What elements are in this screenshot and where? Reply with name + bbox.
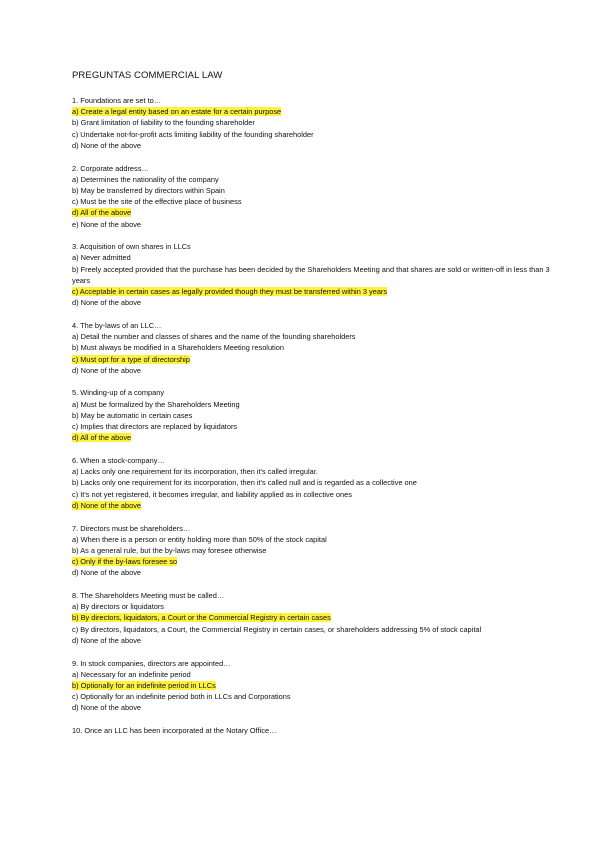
question-block (72, 590, 560, 646)
answer-option-text: a) By directors or liquidators (72, 602, 165, 612)
answer-option (72, 567, 560, 578)
answer-option-highlighted (72, 286, 560, 297)
answer-option-highlighted (72, 432, 560, 443)
answer-option-text: c) Implies that directors are replaced by liquidators (72, 422, 238, 432)
answer-option (72, 545, 560, 556)
answer-option (72, 702, 560, 713)
answer-option-text: d) None of the above (72, 635, 142, 645)
answer-option-text: b) Optionally for an indefinite period in LLCs (72, 680, 216, 690)
answer-option (72, 174, 560, 185)
answer-option-text: b) As a general rule, but the by-laws may foresee otherwise (72, 545, 267, 555)
answer-option-text: b) Grant limitation of liability to the founding shareholder (72, 118, 255, 128)
question-text: 4. The by-laws of an LLC… (72, 320, 162, 330)
question-block (72, 95, 560, 151)
answer-option-text: c) By directors, liquidators, a Court, the Commercial Registry in certain cases, or shareholders addressing 5% of stock capital (72, 624, 482, 634)
answer-option-highlighted (72, 680, 560, 691)
question-block (72, 725, 560, 736)
answer-option-text: c) Optionally for an indefinite period both in LLCs and Corporations (72, 692, 291, 702)
answer-option (72, 365, 560, 376)
question-text: 8. The Shareholders Meeting must be called… (72, 591, 225, 601)
answer-option (72, 489, 560, 500)
answer-option (72, 264, 560, 286)
answer-option-text: a) Determines the nationality of the company (72, 174, 219, 184)
question-text: 6. When a stock-company… (72, 455, 165, 465)
answer-option (72, 342, 560, 353)
answer-option (72, 196, 560, 207)
answer-option-text: d) None of the above (72, 298, 142, 308)
answer-option (72, 624, 560, 635)
answer-option-text: b) By directors, liquidators, a Court or the Commercial Registry in certain cases (72, 613, 331, 623)
answer-option-text: d) All of the above (72, 433, 132, 443)
answer-option-text: a) When there is a person or entity holding more than 50% of the stock capital (72, 534, 327, 544)
answer-option-text: a) Detail the number and classes of shares and the name of the founding shareholders (72, 332, 356, 342)
document-title: PREGUNTAS COMMERCIAL LAW (72, 70, 223, 81)
answer-option-text: d) All of the above (72, 208, 132, 218)
question-text: 2. Corporate address… (72, 163, 149, 173)
answer-option-text: a) Create a legal entity based on an estate for a certain purpose (72, 107, 282, 117)
question-text: 1. Foundations are set to… (72, 96, 162, 105)
answer-option-text: a) Must be formalized by the Shareholders Meeting (72, 399, 240, 409)
question-text: 9. In stock companies, directors are appointed… (72, 658, 231, 668)
answer-option (72, 466, 560, 477)
answer-option-text: b) Lacks only one requirement for its incorporation, then it's called null and is regarded as a collective one (72, 478, 417, 488)
answer-option (72, 252, 560, 263)
answer-option-text: a) Necessary for an indefinite period (72, 669, 191, 679)
answer-option (72, 140, 560, 151)
question-block (72, 455, 560, 511)
answer-option-highlighted (72, 354, 560, 365)
answer-option-text: a) Never admitted (72, 253, 131, 263)
answer-option-text: c) Undertake not-for-profit acts limiting liability of the founding shareholder (72, 129, 314, 139)
answer-option-highlighted (72, 612, 560, 623)
answer-option (72, 297, 560, 308)
answer-option (72, 117, 560, 128)
answer-option-text: b) May be transferred by directors within Spain (72, 185, 225, 195)
answer-option-text: c) Only if the by-laws foresee so (72, 557, 178, 567)
answer-option-text: d) None of the above (72, 140, 142, 150)
question-text: 10. Once an LLC has been incorporated at the Notary Office… (72, 726, 277, 736)
answer-option-text: b) Freely accepted provided that the purchase has been decided by the Shareholders Meeting and that shares are sold or written-off in less than 3 years (72, 264, 550, 285)
answer-option-text: e) None of the above (72, 219, 142, 229)
answer-option (72, 534, 560, 545)
answer-option-text: c) Must be the site of the effective place of business (72, 197, 242, 207)
question-block (72, 163, 560, 230)
answer-option-highlighted (72, 106, 560, 117)
answer-option (72, 129, 560, 140)
question-list (72, 95, 560, 736)
answer-option (72, 219, 560, 230)
answer-option-text: d) None of the above (72, 703, 142, 713)
answer-option-text: d) None of the above (72, 500, 142, 510)
answer-option (72, 331, 560, 342)
question-block (72, 523, 560, 579)
answer-option-text: a) Lacks only one requirement for its incorporation, then it's called irregular. (72, 467, 318, 477)
answer-option (72, 669, 560, 680)
answer-option (72, 410, 560, 421)
answer-option (72, 421, 560, 432)
answer-option (72, 185, 560, 196)
answer-option-text: b) May be automatic in certain cases (72, 410, 193, 420)
question-text: 5. Winding-up of a company (72, 388, 165, 398)
question-block (72, 241, 560, 308)
question-text: 7. Directors must be shareholders… (72, 523, 191, 533)
question-block (72, 320, 560, 376)
answer-option (72, 691, 560, 702)
question-text: 3. Acquisition of own shares in LLCs (72, 242, 191, 252)
answer-option-highlighted (72, 207, 560, 218)
question-block (72, 387, 560, 443)
answer-option (72, 601, 560, 612)
question-block (72, 658, 560, 714)
answer-option-highlighted (72, 556, 560, 567)
answer-option-text: b) Must always be modified in a Shareholders Meeting resolution (72, 343, 284, 353)
answer-option-text: c) Acceptable in certain cases as legally provided though they must be transferred within 3 years (72, 287, 388, 297)
answer-option-text: d) None of the above (72, 568, 142, 578)
answer-option-text: c) It's not yet registered, it becomes irregular, and liability applied as in collective ones (72, 489, 352, 499)
answer-option-text: c) Must opt for a type of directorship (72, 354, 190, 364)
answer-option (72, 635, 560, 646)
answer-option (72, 399, 560, 410)
answer-option (72, 477, 560, 488)
answer-option-highlighted (72, 500, 560, 511)
answer-option-text: d) None of the above (72, 365, 142, 375)
